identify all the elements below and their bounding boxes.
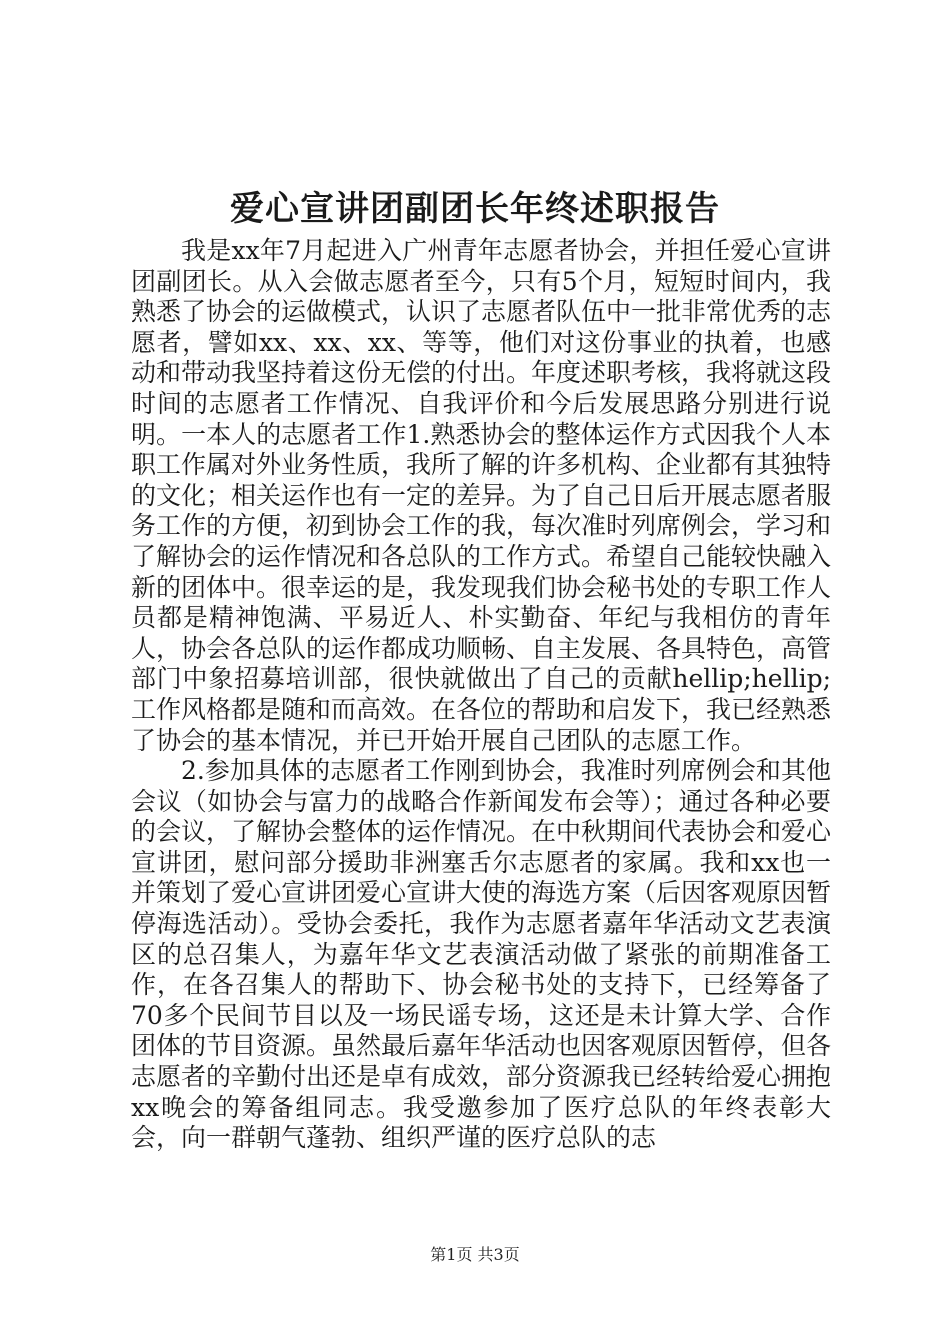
paragraph-1: 我是xx年7月起进入广州青年志愿者协会，并担任爱心宣讲团副团长。从入会做志愿者至今，只有5个月，短短时间内，我熟悉了协会的运做模式，认识了志愿者队伍中一批非常优秀的志愿者，譬如xx、xx、xx、等等，他们对这份事业的执着，也感动和带动我坚持着这份无偿的付出。年度述职考核，我将就这段时间的志愿者工作情况、自我评价和今后发展思路分别进行说明。一本人的志愿者工作1.熟悉协会的整体运作方式因我个人本职工作属对外业务性质，我所了解的许多机构、企业都有其独特的文化；相关运作也有一定的差异。为了自己日后开展志愿者服务工作的方便，初到协会工作的我，每次准时列席例会，学习和了解协会的运作情况和各总队的工作方式。希望自己能较快融入新的团体中。很幸运的是，我发现我们协会秘书处的专职工作人员都是精神饱满、平易近人、朴实勤奋、年纪与我相仿的青年人，协会各总队的运作都成功顺畅、自主发展、各具特色，高管部门中象招募培训部，很快就做出了自己的贡献hellip;hellip;工作风格都是随和而高效。在各位的帮助和启发下，我已经熟悉了协会的基本情况，并已开始开展自己团队的志愿工作。	[131, 236, 832, 755]
paragraph-2: 2.参加具体的志愿者工作刚到协会，我准时列席例会和其他会议（如协会与富力的战略合作新闻发布会等）；通过各种必要的会议，了解协会整体的运作情况。在中秋期间代表协会和爱心宣讲团，慰问部分援助非洲塞舌尔志愿者的家属。我和xx也一并策划了爱心宣讲团爱心宣讲大使的海选方案（后因客观原因暂停海选活动）。受协会委托，我作为志愿者嘉年华活动文艺表演区的总召集人，为嘉年华文艺表演活动做了紧张的前期准备工作，在各召集人的帮助下、协会秘书处的支持下，已经筹备了70多个民间节目以及一场民谣专场，这还是未计算大学、合作团体的节目资源。虽然最后嘉年华活动也因客观原因暂停，但各志愿者的辛勤付出还是卓有成效，部分资源我已经转给爱心拥抱xx晚会的筹备组同志。我受邀参加了医疗总队的年终表彰大会，向一群朝气蓬勃、组织严谨的医疗总队的志	[131, 756, 832, 1153]
document-body	[131, 236, 831, 1154]
page-footer: 第1页 共3页	[430, 1245, 520, 1264]
document-title: 爱心宣讲团副团长年终述职报告	[230, 189, 720, 229]
